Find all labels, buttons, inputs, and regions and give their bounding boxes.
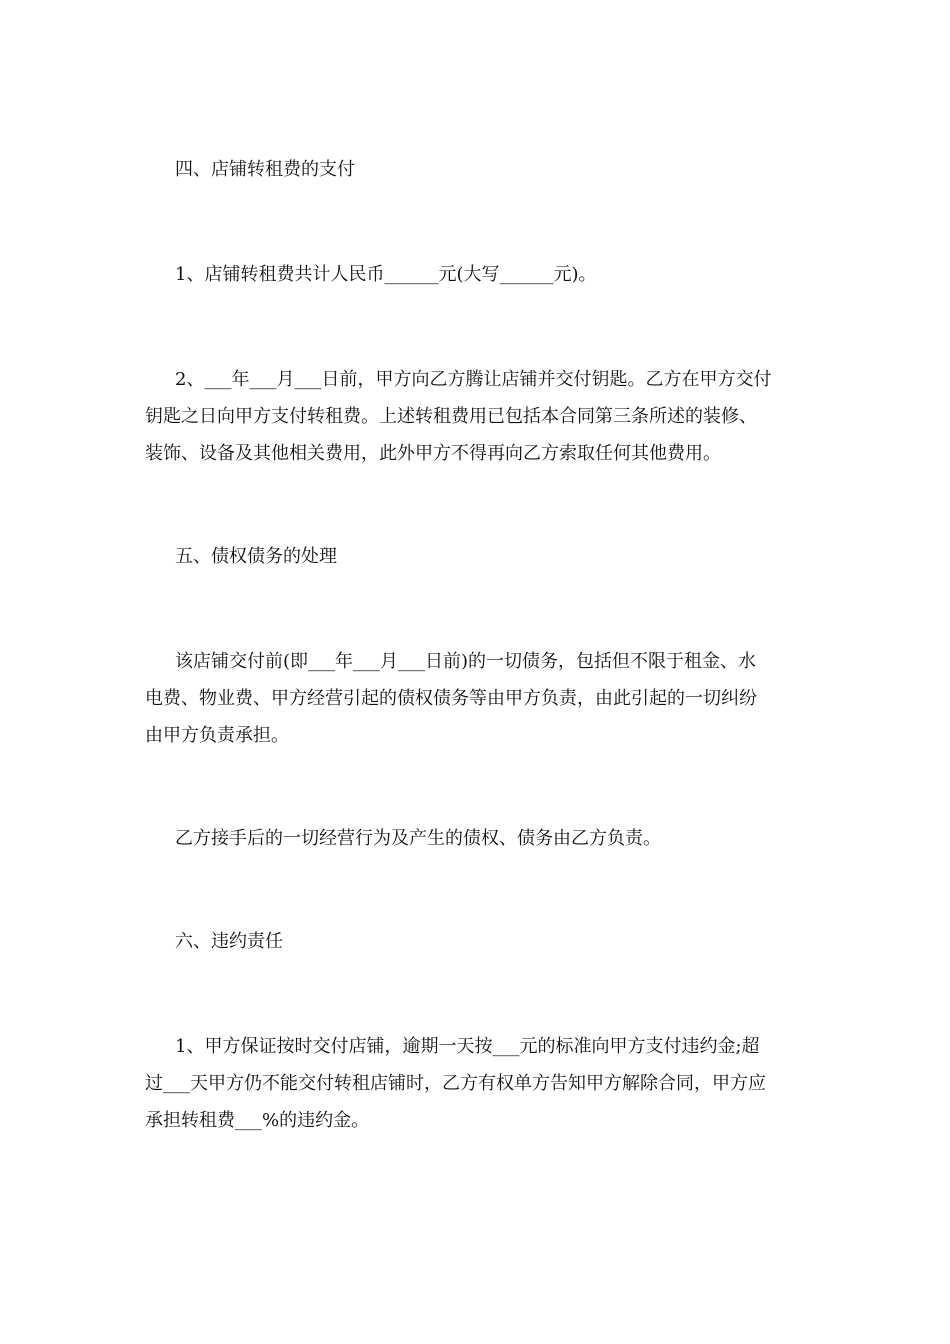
section-4-item-1: 1、店铺转租费共计人民币______元(大写______元)。	[175, 264, 597, 285]
section-5-para-1-line-2: 电费、物业费、甲方经营引起的债权债务等由甲方负责，由此引起的一切纠纷	[145, 688, 757, 709]
section-5-para-2: 乙方接手后的一切经营行为及产生的债权、债务由乙方负责。	[175, 828, 661, 849]
section-6-item-1-line-2: 过___天甲方仍不能交付转租店铺时，乙方有权单方告知甲方解除合同，甲方应	[145, 1073, 766, 1094]
section-5-para-1-line-3: 由甲方负责承担。	[145, 725, 289, 746]
section-6-heading: 六、违约责任	[175, 931, 283, 952]
section-4-heading: 四、店铺转租费的支付	[175, 159, 355, 180]
section-6-item-1-line-3: 承担转租费___%的违约金。	[145, 1110, 370, 1131]
section-5-para-1-line-1: 该店铺交付前(即___年___月___日前)的一切债务，包括但不限于租金、水	[175, 651, 757, 672]
section-4-item-2-line-3: 装饰、设备及其他相关费用，此外甲方不得再向乙方索取任何其他费用。	[145, 443, 721, 464]
section-6-item-1-line-1: 1、甲方保证按时交付店铺，逾期一天按___元的标准向甲方支付违约金;超	[175, 1036, 760, 1057]
section-4-item-2-line-2: 钥匙之日向甲方支付转租费。上述转租费用已包括本合同第三条所述的装修、	[145, 406, 757, 427]
section-5-heading: 五、债权债务的处理	[175, 546, 337, 567]
section-4-item-2-line-1: 2、___年___月___日前，甲方向乙方腾让店铺并交付钥匙。乙方在甲方交付	[175, 369, 772, 390]
